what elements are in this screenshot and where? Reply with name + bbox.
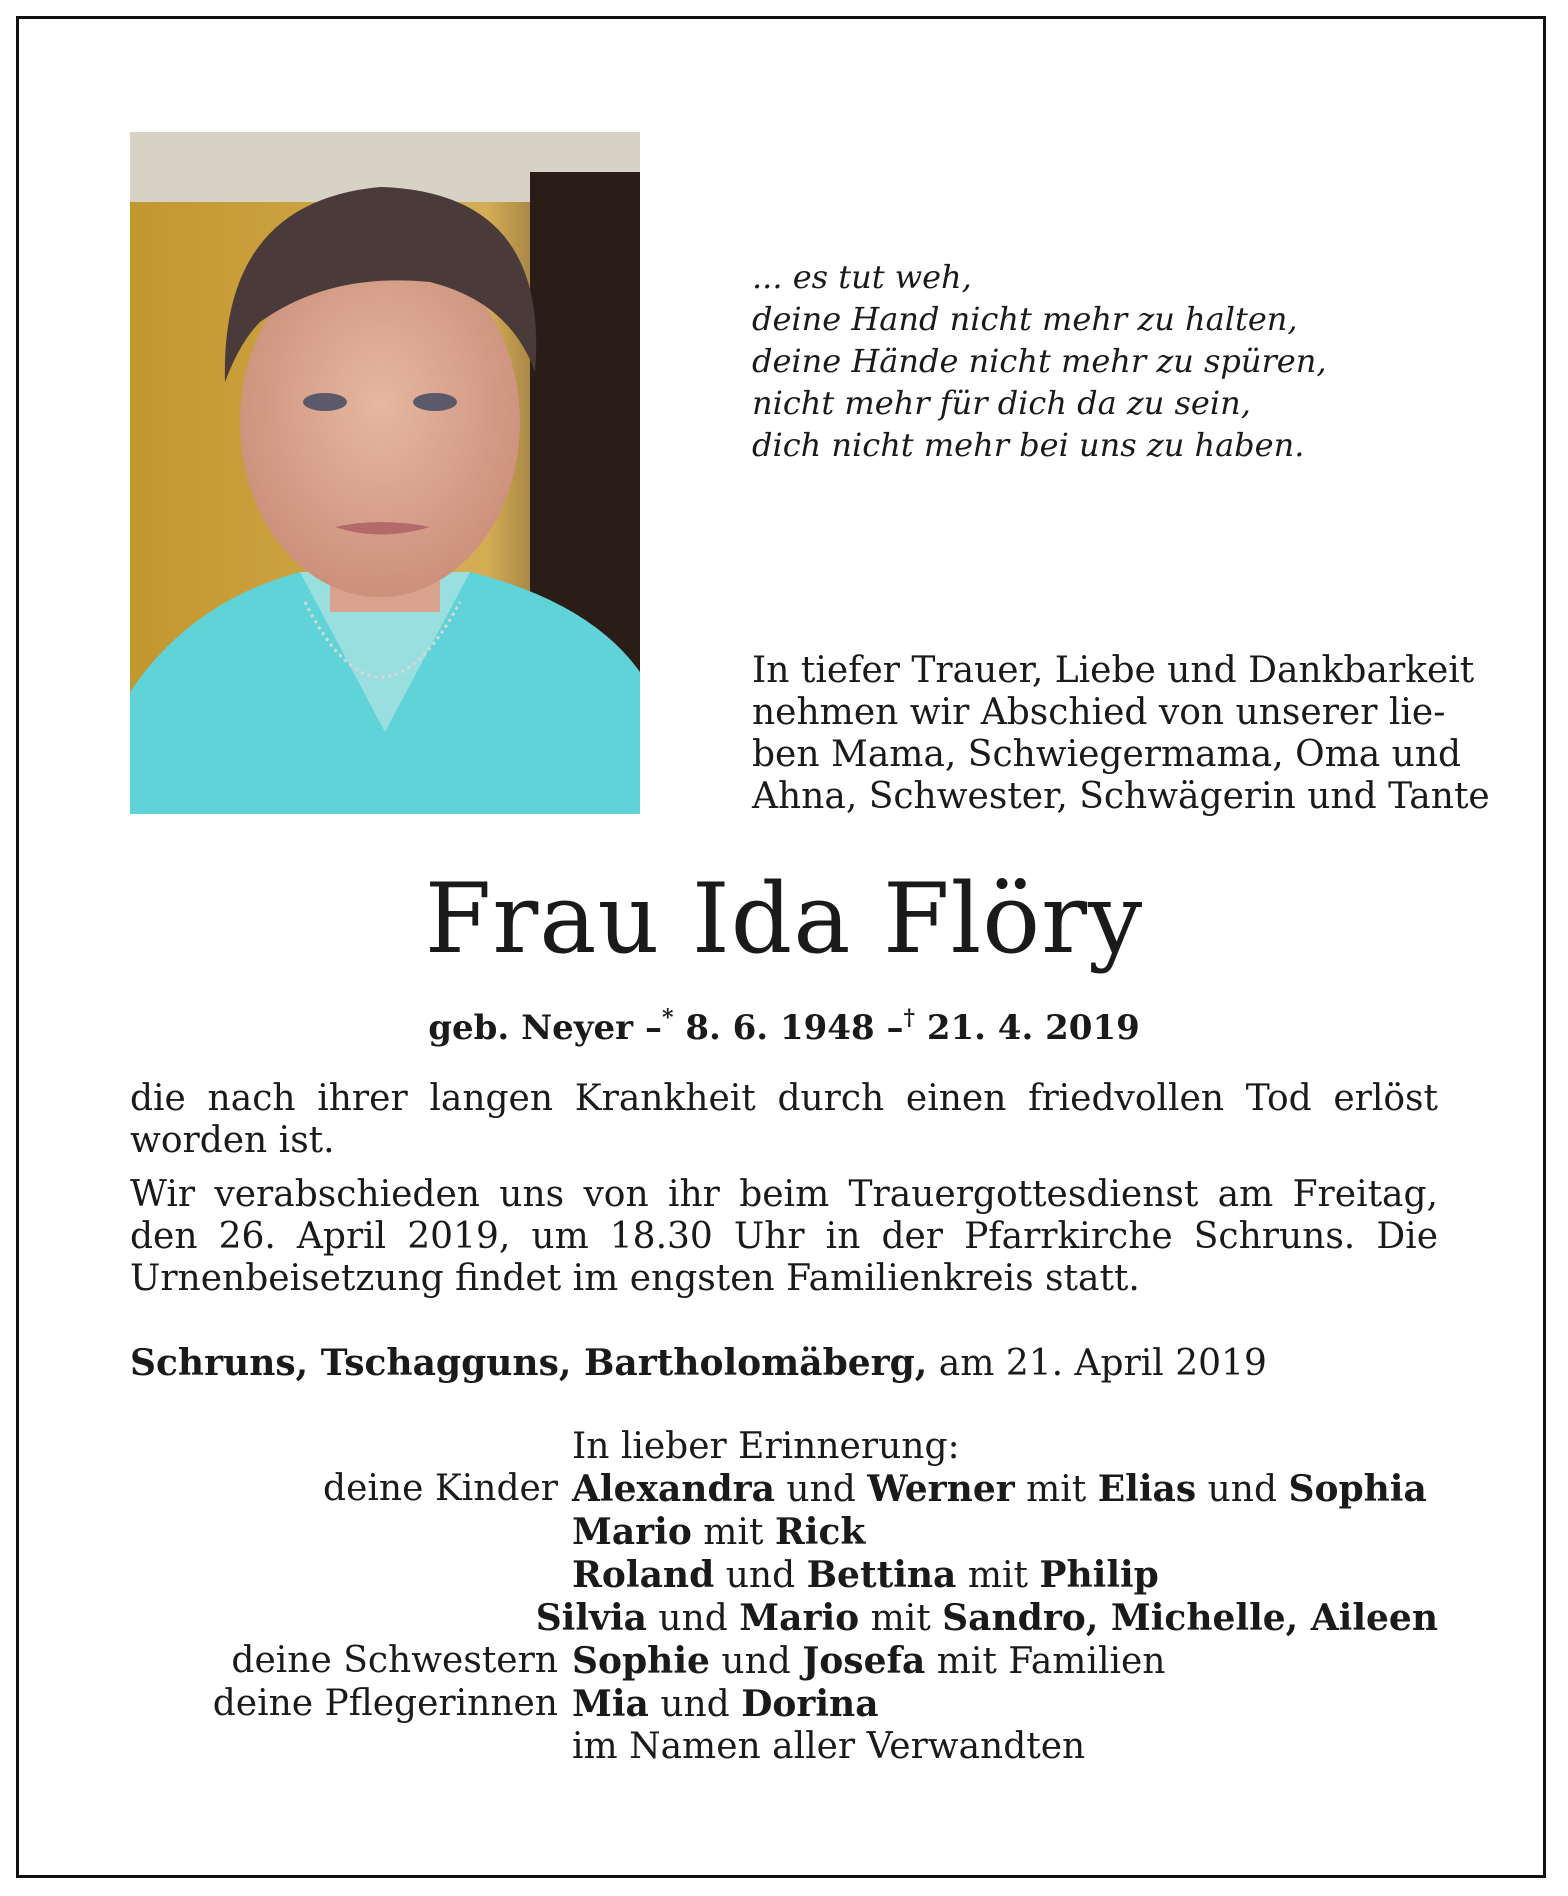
mourner-name: Silvia <box>535 1597 647 1639</box>
relation-label: deine Schwestern <box>231 1640 558 1681</box>
mourner-name: Mia <box>572 1683 649 1725</box>
separator: – <box>886 1008 904 1048</box>
connector: mit <box>1026 1469 1087 1510</box>
mourner-name: Roland <box>572 1554 715 1596</box>
list-item <box>130 1511 1438 1554</box>
list-item <box>130 1468 1438 1511</box>
poem-line: deine Hände nicht mehr zu spüren, <box>752 342 1327 380</box>
mourner-name: Bettina <box>806 1554 957 1596</box>
intro-line: Ahna, Schwester, Schwägerin und Tante <box>752 776 1490 817</box>
connector: und <box>786 1469 856 1510</box>
mourner-name: Dorina <box>741 1683 879 1725</box>
body-paragraph: Wir verabschieden uns von ihr beim Trauergottesdienst am Freitag, den 26. April 2019, um 18.30 Uhr in der Pfarrkirche Schruns. Die Urnenbeisetzung findet im engsten Familienkreis statt. <box>130 1174 1438 1299</box>
announcement-date: am 21. April 2019 <box>938 1343 1267 1384</box>
mourner-name: Elias <box>1097 1468 1197 1510</box>
relation-label: deine Pflegerinnen <box>212 1683 558 1724</box>
poem-line: nicht mehr für dich da zu sein, <box>752 384 1251 422</box>
connector: mit <box>870 1598 931 1639</box>
mourner-name: Josefa <box>802 1640 926 1682</box>
connector: und <box>658 1598 728 1639</box>
list-item <box>130 1640 1438 1683</box>
deceased-name: Frau Ida Flöry <box>424 863 1144 975</box>
body-paragraph: die nach ihrer langen Krankheit durch einen friedvollen Tod erlöst worden ist. <box>130 1078 1438 1161</box>
poem <box>752 256 1452 466</box>
connector: und <box>660 1684 730 1725</box>
closing-line: im Namen aller Verwandten <box>572 1726 1086 1767</box>
place-and-date <box>130 1342 1438 1385</box>
intro-text <box>752 650 1490 818</box>
list-item <box>130 1597 1438 1640</box>
intro-line: nehmen wir Abschied von unserer lie- <box>752 692 1446 733</box>
connector: und <box>721 1641 791 1682</box>
mourners-list <box>130 1426 1438 1768</box>
mourner-name: Werner <box>867 1468 1015 1510</box>
mourner-name: Rick <box>774 1511 866 1553</box>
maiden-name: geb. Neyer <box>428 1008 634 1048</box>
intro-line: ben Mama, Schwiegermama, Oma und <box>752 734 1462 775</box>
list-item <box>130 1683 1438 1726</box>
life-dates <box>0 996 1568 1050</box>
poem-line: dich nicht mehr bei uns zu haben. <box>752 426 1305 464</box>
connector: mit <box>703 1512 764 1553</box>
announcement-body <box>130 1078 1438 1312</box>
list-item <box>130 1554 1438 1597</box>
mourner-name: Alexandra <box>572 1468 775 1510</box>
mourner-name: Mario <box>739 1597 860 1639</box>
mourner-name: Sophia <box>1288 1468 1427 1510</box>
death-date: 21. 4. 2019 <box>926 1008 1140 1048</box>
poem-line: ... es tut weh, <box>752 258 972 296</box>
towns: Schruns, Tschagguns, Bartholomäberg, <box>130 1342 928 1384</box>
birth-date: 8. 6. 1948 <box>685 1008 875 1048</box>
portrait-photo <box>130 132 640 814</box>
poem-line: deine Hand nicht mehr zu halten, <box>752 300 1298 338</box>
mourner-name: Philip <box>1039 1554 1159 1596</box>
mourner-name: Sophie <box>572 1640 710 1682</box>
relation-label: deine Kinder <box>323 1468 558 1509</box>
death-symbol: † <box>903 1005 915 1031</box>
mourner-name: Mario <box>572 1511 692 1553</box>
memory-heading: In lieber Erinnerung: <box>572 1426 960 1467</box>
mourner-name: Sandro, Michelle, Aileen <box>942 1597 1438 1639</box>
connector: mit Familien <box>936 1641 1166 1682</box>
intro-line: In tiefer Trauer, Liebe und Dankbarkeit <box>752 650 1475 691</box>
connector: und <box>725 1555 796 1596</box>
separator: – <box>644 1008 662 1048</box>
connector: mit <box>967 1555 1028 1596</box>
birth-symbol: * <box>661 1005 674 1031</box>
connector: und <box>1207 1469 1277 1510</box>
